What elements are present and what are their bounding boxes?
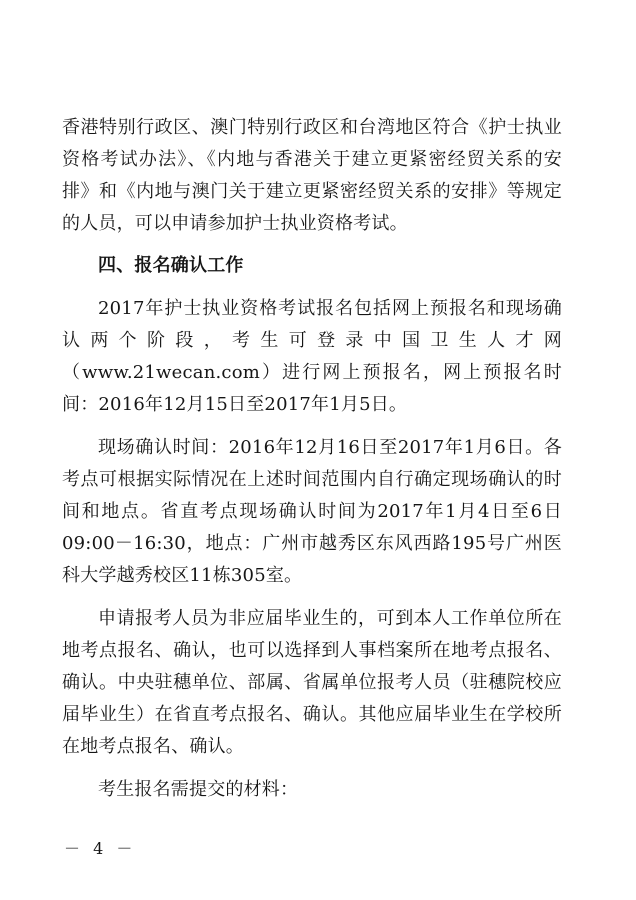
page-number: － 4 － [64,839,137,858]
paragraph-required-materials: 考生报名需提交的材料： [98,779,299,800]
section-heading: 四、报名确认工作 [98,255,244,276]
paragraph-registration-location: 申请报考人员为非应届毕业生的，可到本人工作单位所在地考点报名、确认，也可以选择到人事档案所在地考点报名、确认。中央驻穗单位、部属、省属单位报考人员（驻穗院校应届毕业生）在省直考点报名、确认。其他应届毕业生在学校所在地考点报名、确认。 [62,608,562,757]
document-body [62,112,562,817]
paragraph-onsite-confirmation: 现场确认时间：2016年12月16日至2017年1月6日。各考点可根据实际情况在上述时间范围内自行确定现场确认的时间和地点。省直考点现场确认时间为2017年1月4日至6日09:00－16:30，地点：广州市越秀区东风西路195号广州医科大学越秀校区11栋305室。 [62,437,562,586]
paragraph-registration-stages: 2017年护士执业资格考试报名包括网上预报名和现场确认两个阶段，考生可登录中国卫生人才网（www.21wecan.com）进行网上预报名，网上预报名时间：2016年12月15日至2017年1月5日。 [62,298,562,415]
paragraph-eligibility-continuation: 香港特别行政区、澳门特别行政区和台湾地区符合《护士执业资格考试办法》、《内地与香港关于建立更紧密经贸关系的安排》和《内地与澳门关于建立更紧密经贸关系的安排》等规定的人员，可以申请参加护士执业资格考试。 [62,117,562,234]
